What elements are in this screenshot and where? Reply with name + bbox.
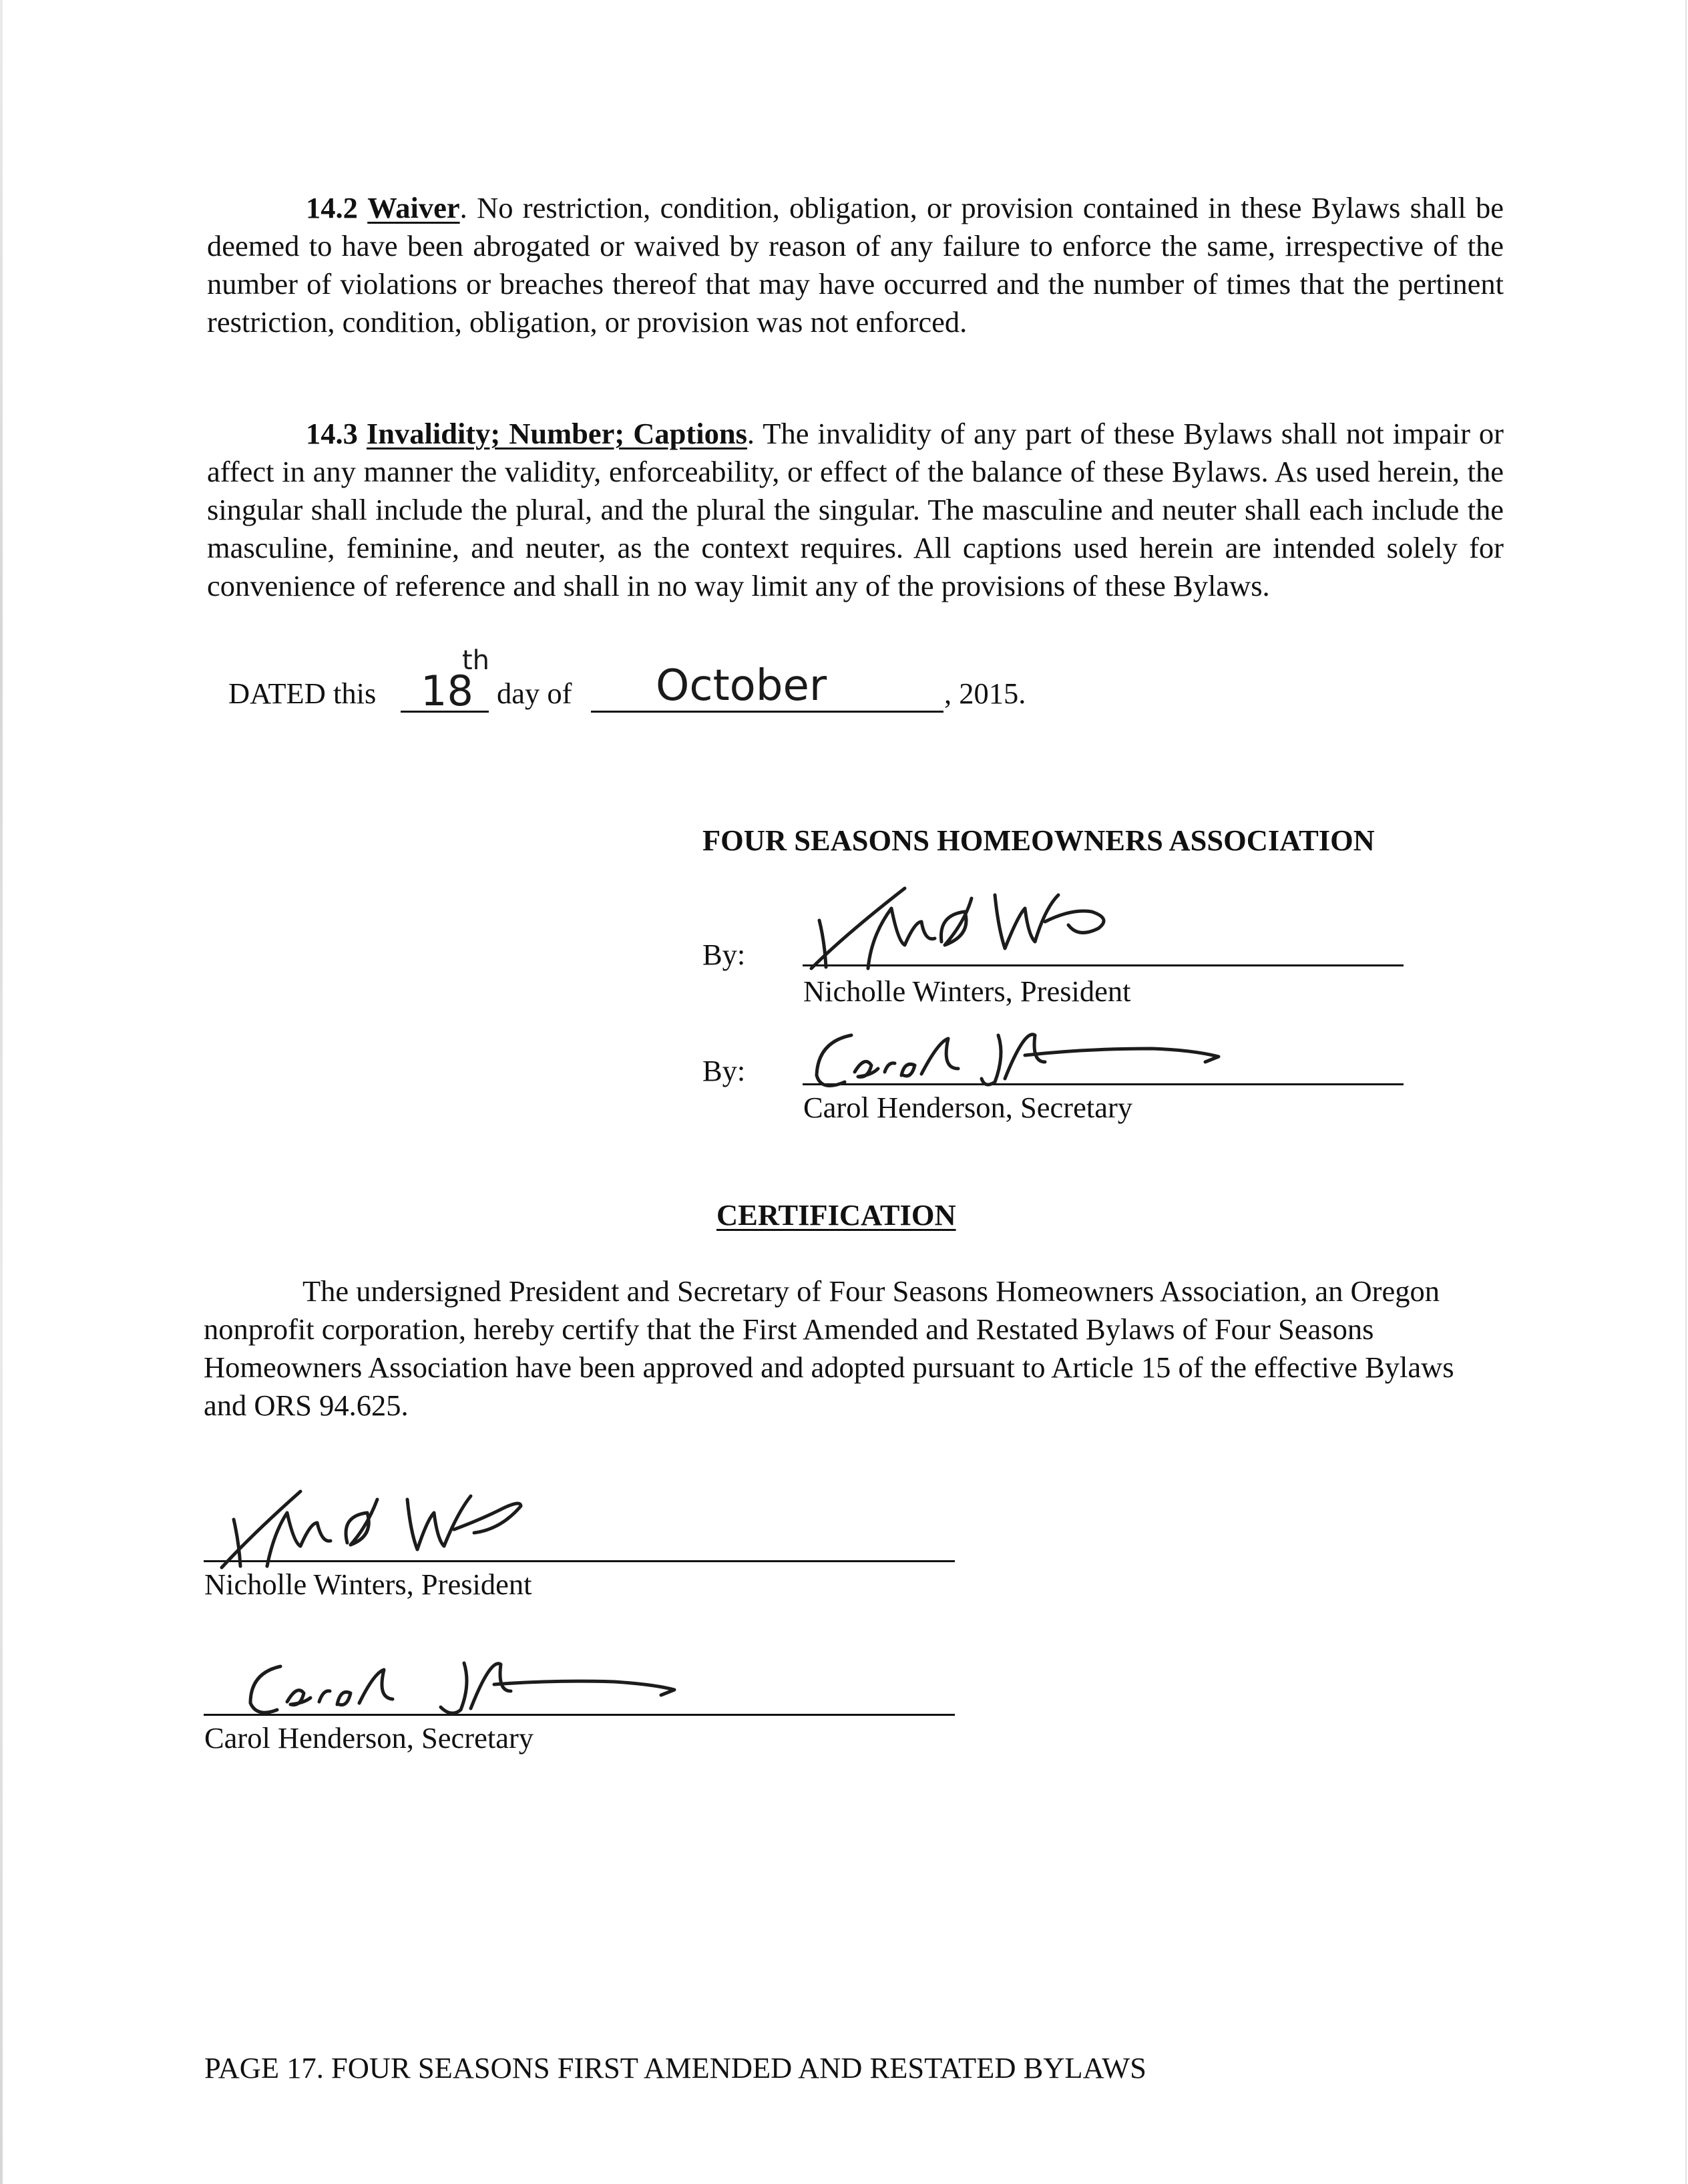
scan-edge-left [0, 0, 3, 2184]
section-14-2-title: Waiver [367, 191, 460, 224]
secretary-caption-cert: Carol Henderson, Secretary [204, 1721, 534, 1755]
section-14-2-paragraph [207, 189, 1504, 341]
president-signature-top [805, 882, 1152, 975]
certification-paragraph [204, 1272, 1486, 1425]
page-footer: PAGE 17. FOUR SEASONS FIRST AMENDED AND RESTATED BYLAWS [204, 2051, 1146, 2084]
dated-prefix: DATED this [228, 677, 377, 710]
cert-president-signature [207, 1479, 581, 1573]
president-caption-top: Nicholle Winters, President [803, 974, 1131, 1008]
section-14-2-number: 14.2 [306, 191, 358, 224]
by-label-president: By: [702, 938, 746, 971]
section-14-3-title: Invalidity; Number; Captions [366, 417, 747, 450]
section-14-3-body: . The invalidity of any part of these Bylaws shall not impair or affect in any manner the validity, enforceability, or effect of the balance of these Bylaws. As used herein, the singular shall include the plural, and the plural the singular. The masculine and neuter shall each include the masculine, feminine, and neuter, as the context requires. All captions used herein are intended solely for convenience of reference and shall in no way limit any of the provisions of these Bylaws. [207, 417, 1504, 602]
section-14-3-paragraph [207, 415, 1504, 605]
month-blank [591, 711, 943, 713]
dated-middle: day of [497, 677, 572, 710]
president-caption-cert: Nicholle Winters, President [204, 1568, 532, 1601]
cert-secretary-signature [240, 1643, 775, 1730]
handwritten-day: 18 [421, 667, 473, 715]
dated-year: , 2015. [944, 677, 1026, 710]
dated-line [228, 645, 1163, 723]
association-name: FOUR SEASONS HOMEOWNERS ASSOCIATION [702, 824, 1375, 857]
certification-heading: CERTIFICATION [716, 1198, 956, 1232]
section-14-2-body: . No restriction, condition, obligation, or provision contained in these Bylaws shall be deemed to have been abrogated or waived by reason of any failure to enforce the same, irrespective of the number of violations or breaches thereof that may have occurred and the number of times that the pertinent restriction, condition, obligation, or provision was not enforced. [207, 191, 1504, 339]
secretary-caption-top: Carol Henderson, Secretary [803, 1091, 1133, 1124]
by-label-secretary: By: [702, 1054, 746, 1087]
secretary-signature-top [805, 1015, 1285, 1102]
scan-edge-right [1685, 0, 1687, 2184]
handwritten-month: October [656, 661, 827, 711]
section-14-3-number: 14.3 [306, 417, 358, 450]
handwritten-day-suffix: th [462, 645, 490, 676]
certification-body: The undersigned President and Secretary of Four Seasons Homeowners Association, an Oregon nonprofit corporation, hereby certify that the First Amended and Restated Bylaws of Four Seasons Homeowners Association have been approved and adopted pursuant to Article 15 of the effective Bylaws and ORS 94.625. [204, 1274, 1454, 1422]
